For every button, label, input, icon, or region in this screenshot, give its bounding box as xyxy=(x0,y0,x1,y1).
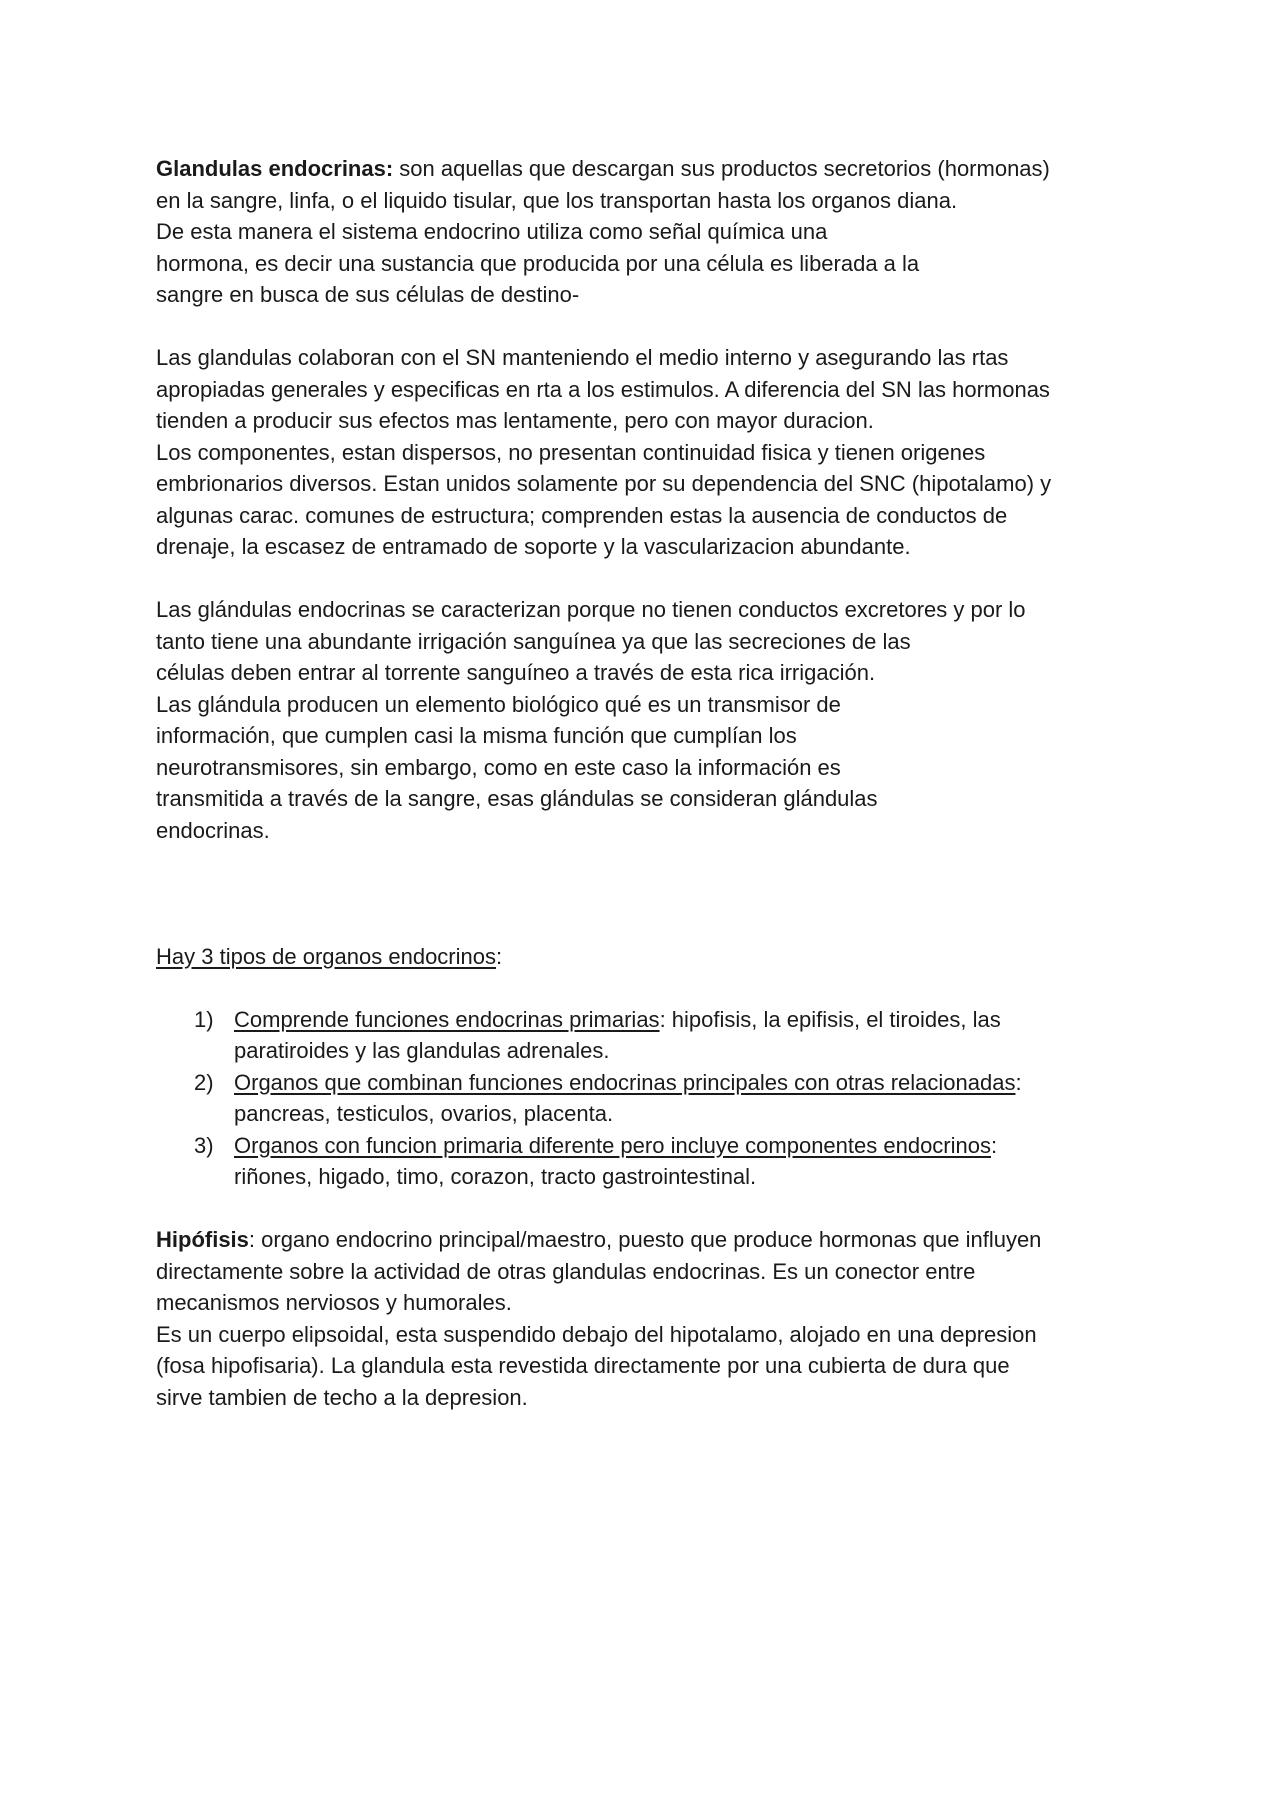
paragraph-line: apropiadas generales y especificas en rta a los estimulos. A diferencia del SN las hormonas xyxy=(156,376,1050,402)
paragraph-line: neurotransmisores, sin embargo, como en este caso la información es xyxy=(156,754,841,780)
spacer xyxy=(156,311,1156,343)
paragraph-line: directamente sobre la actividad de otras glandulas endocrinas. Es un conector entre xyxy=(156,1258,976,1284)
paragraph-line: Las glandulas colaboran con el SN manteniendo el medio interno y asegurando las rtas xyxy=(156,345,1009,370)
paragraph-line: embrionarios diversos. Estan unidos solamente por su dependencia del SNC (hipotalamo) y xyxy=(156,471,1052,496)
intro-line: sangre en busca de sus células de destino- xyxy=(156,282,580,307)
list-item: 1) Comprende funciones endocrinas primarias: hipofisis, la epifisis, el tiroides, las paratiroides y las glandulas adrenales. xyxy=(156,1004,1156,1067)
paragraph-line: algunas carac. comunes de estructura; comprenden estas la ausencia de conductos de xyxy=(156,502,1008,528)
list-number: 1) xyxy=(194,1006,214,1032)
paragraph-line: tienden a producir sus efectos mas lentamente, pero con mayor duracion. xyxy=(156,408,874,433)
list-number: 2) xyxy=(194,1069,214,1095)
intro-line: Glandulas endocrinas: son aquellas que descargan sus productos secretorios (hormonas) xyxy=(156,156,1050,181)
spacer xyxy=(156,972,1156,1004)
paragraph-line: mecanismos nerviosos y humorales. xyxy=(156,1290,512,1315)
paragraph-line: células deben entrar al torrente sanguíneo a través de esta rica irrigación. xyxy=(156,660,876,685)
paragraph-line: Es un cuerpo elipsoidal, esta suspendido debajo del hipotalamo, alojado en una depresion xyxy=(156,1321,1037,1347)
intro-line: De esta manera el sistema endocrino utiliza como señal química una xyxy=(156,219,828,244)
spacer xyxy=(156,846,1156,941)
paragraph-line: sirve tambien de techo a la depresion. xyxy=(156,1384,528,1410)
paragraph-line: Las glándulas endocrinas se caracterizan porque no tienen conductos excretores y por lo xyxy=(156,597,1026,622)
glands-paragraph xyxy=(156,342,1156,563)
paragraph-line: tanto tiene una abundante irrigación sanguínea ya que las secreciones de las xyxy=(156,628,911,654)
document-page xyxy=(156,153,1156,1413)
characteristics-paragraph xyxy=(156,594,1156,846)
types-heading: Hay 3 tipos de organos endocrinos: xyxy=(156,943,503,969)
intro-paragraph xyxy=(156,153,1156,311)
list-item-detail: paratiroides y las glandulas adrenales. xyxy=(234,1038,610,1063)
list-item-detail: pancreas, testiculos, ovarios, placenta. xyxy=(234,1101,614,1126)
hipofisis-paragraph: Hipófisis: organo endocrino principal/maestro, puesto que produce hormonas que influyen directamente sobre la actividad de otras glandulas endocrinas. Es un conector entre mecanismos nerviosos y humorales. Es un cuerpo elipsoidal, esta suspendido debajo del hipotalamo, alojado en una depresion (fosa hipofisaria). La glandula esta revestida directamente por una cubierta de dura que sirve tambien de techo a la depresion. xyxy=(156,1224,1156,1413)
intro-term: Glandulas endocrinas: xyxy=(156,156,394,181)
spacer xyxy=(156,1193,1156,1225)
paragraph-line: endocrinas. xyxy=(156,817,270,843)
list-item-detail: riñones, higado, timo, corazon, tracto gastrointestinal. xyxy=(234,1164,757,1189)
paragraph-line: información, que cumplen casi la misma función que cumplían los xyxy=(156,723,797,748)
list-item-title: Organos con funcion primaria diferente pero incluye componentes endocrinos xyxy=(234,1132,991,1158)
list-item-title: Comprende funciones endocrinas primarias xyxy=(234,1006,660,1032)
paragraph-line: Los componentes, estan dispersos, no presentan continuidad fisica y tienen origenes xyxy=(156,439,986,465)
types-list xyxy=(156,1004,1156,1193)
paragraph-line: Las glándula producen un elemento biológico qué es un transmisor de xyxy=(156,691,841,717)
list-number: 3) xyxy=(194,1132,214,1158)
types-heading-text: Hay 3 tipos de organos endocrinos xyxy=(156,943,496,969)
hipofisis-term: Hipófisis xyxy=(156,1227,249,1252)
list-item: 2) Organos que combinan funciones endocrinas principales con otras relacionadas: pancreas, testiculos, ovarios, placenta. xyxy=(156,1067,1156,1130)
list-item: 3) Organos con funcion primaria diferente pero incluye componentes endocrinos: riñones, higado, timo, corazon, tracto gastrointestinal. xyxy=(156,1130,1156,1193)
spacer xyxy=(156,563,1156,595)
intro-line: hormona, es decir una sustancia que producida por una célula es liberada a la xyxy=(156,250,920,276)
paragraph-line: transmitida a través de la sangre, esas glándulas se consideran glándulas xyxy=(156,786,878,811)
paragraph-line: drenaje, la escasez de entramado de soporte y la vascularizacion abundante. xyxy=(156,534,911,559)
list-item-title: Organos que combinan funciones endocrinas principales con otras relacionadas xyxy=(234,1069,1016,1095)
intro-line: en la sangre, linfa, o el liquido tisular, que los transportan hasta los organos diana. xyxy=(156,187,958,213)
paragraph-line: (fosa hipofisaria). La glandula esta revestida directamente por una cubierta de dura que xyxy=(156,1353,1010,1378)
